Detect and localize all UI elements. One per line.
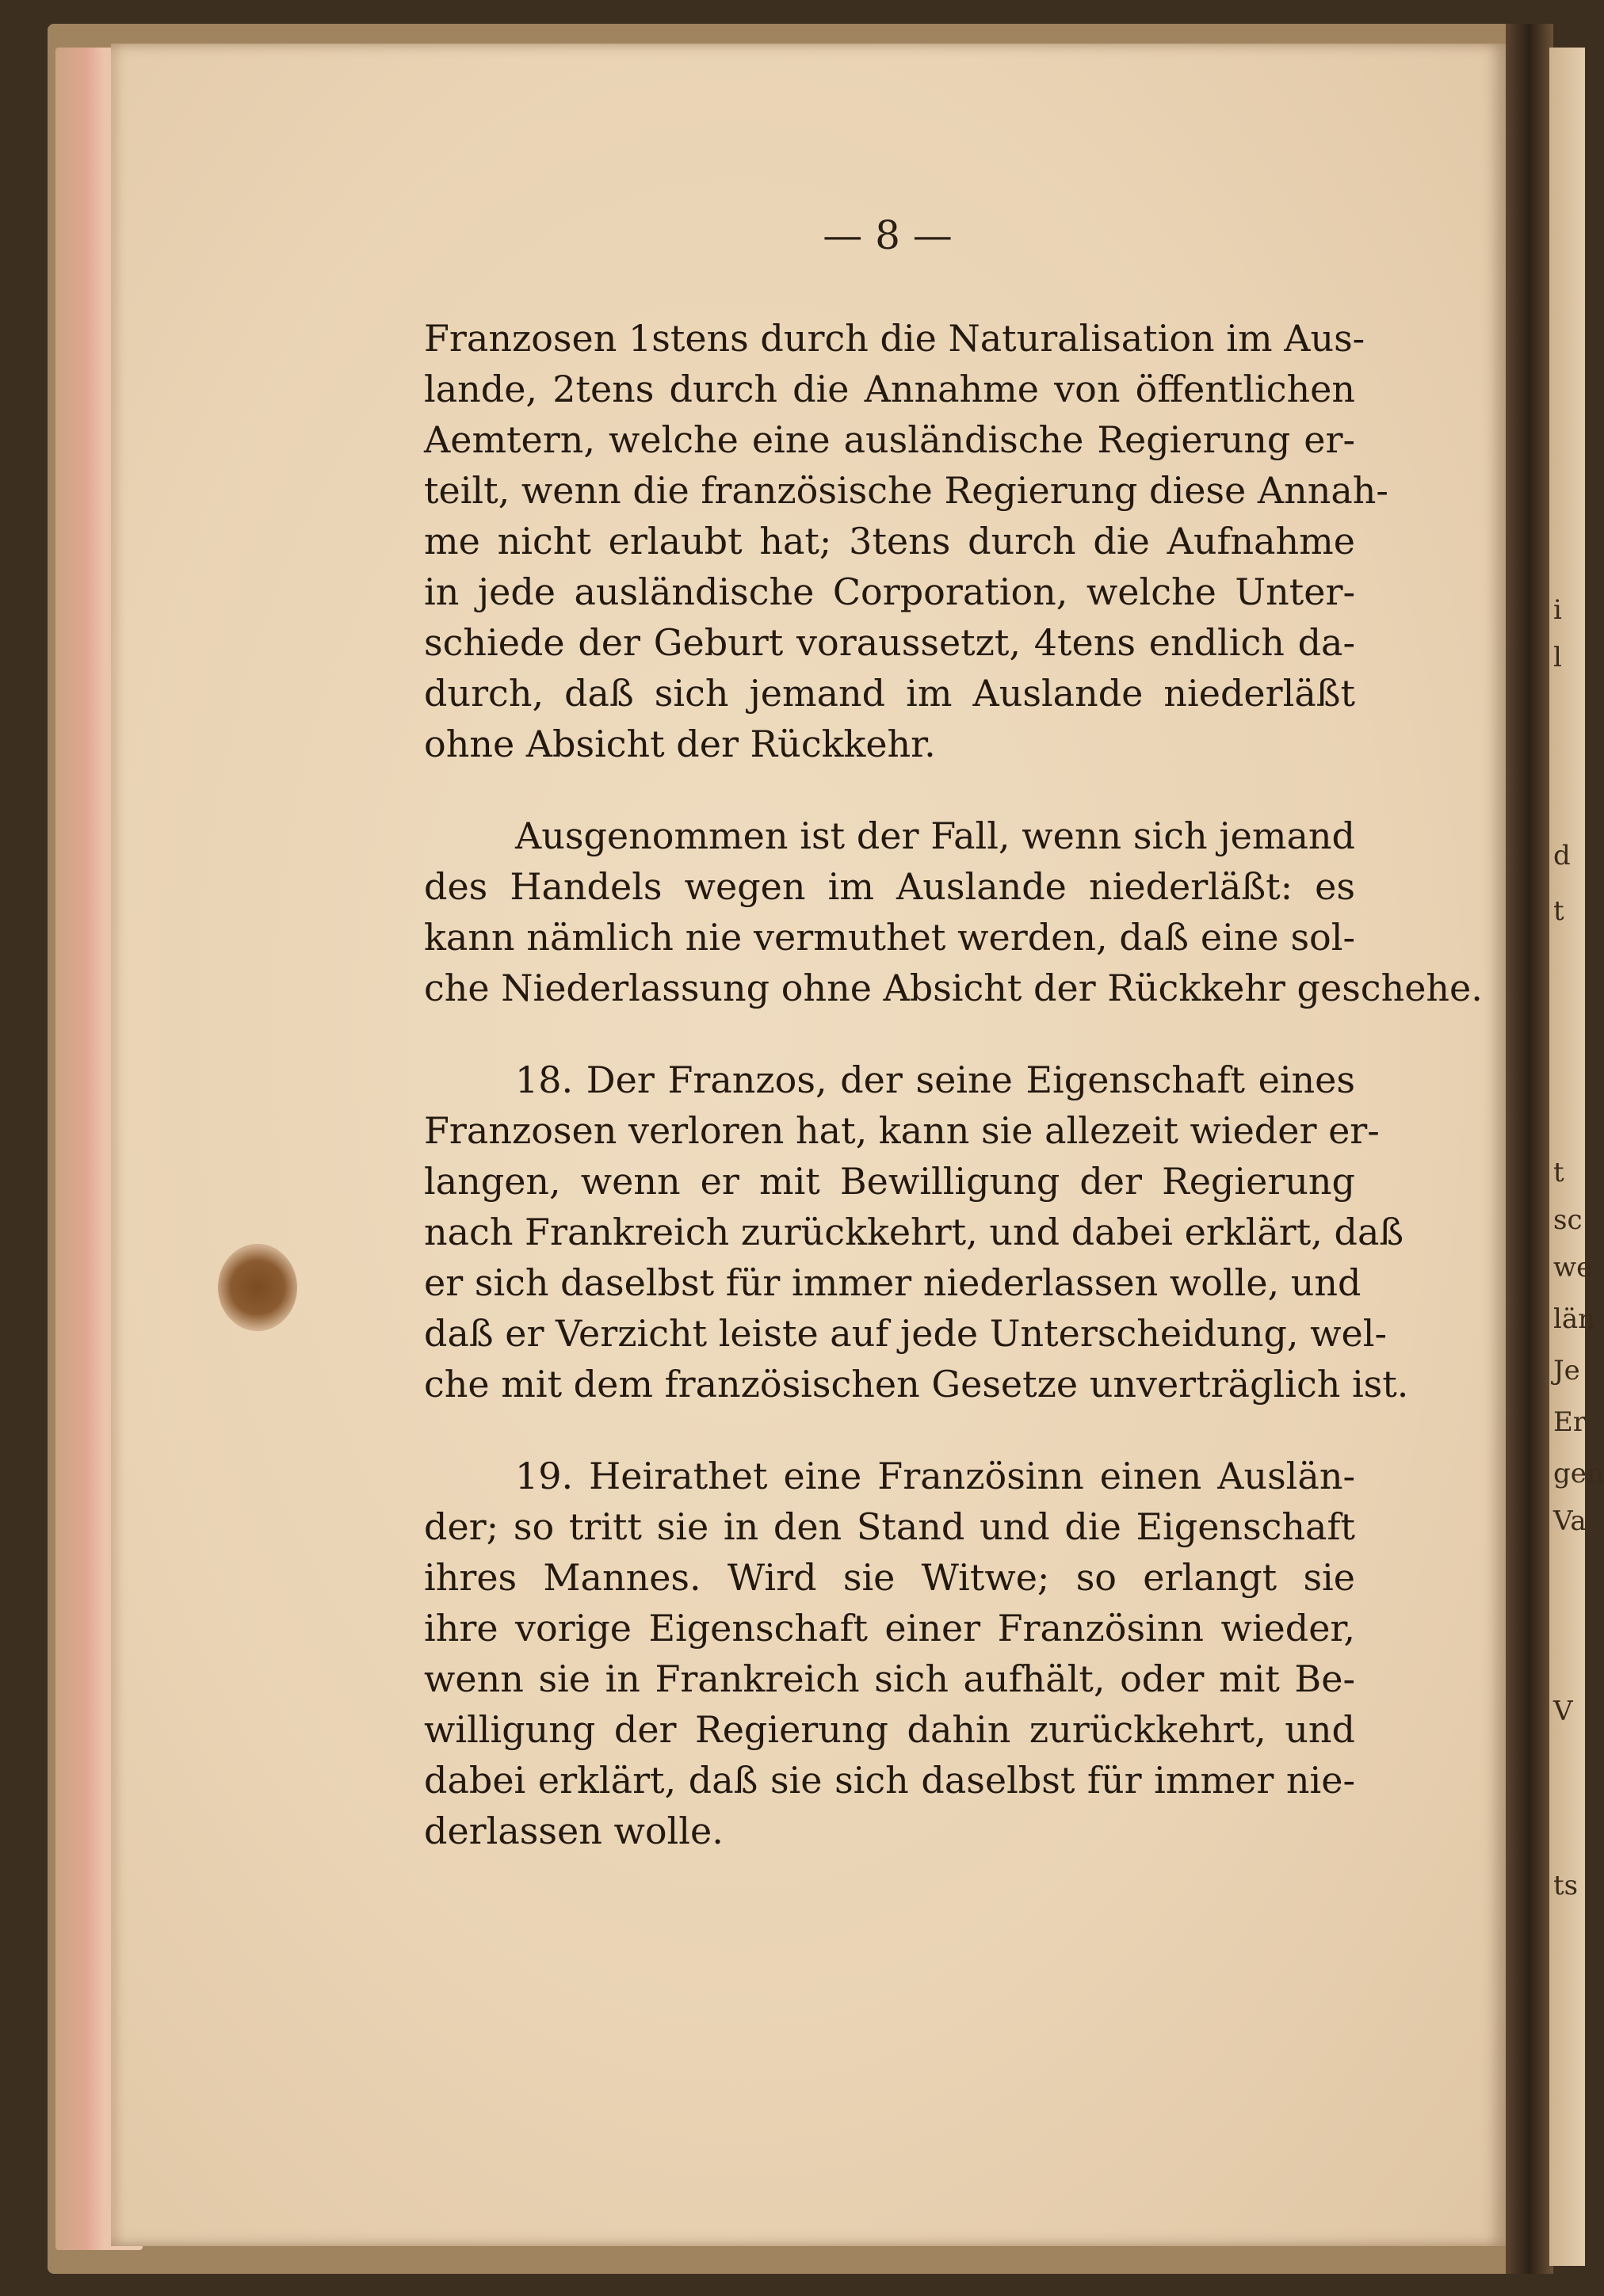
text-line: che mit dem französischen Gesetze unverträglich ist. [424,1363,1409,1405]
text-line: in jede ausländische Corporation, welche Unter- [424,570,1355,613]
margin-fragment: i [1553,594,1562,626]
margin-fragment: d [1553,840,1571,871]
margin-fragment: V [1553,1695,1573,1727]
text-line: wenn sie in Frankreich sich aufhält, oder mit Be- [424,1657,1355,1700]
paper-stain [218,1244,297,1331]
text-line: 18. Der Franzos, der seine Eigenschaft eines [515,1058,1355,1101]
book-gutter [1506,24,1553,2274]
text-line: teilt, wenn die französische Regierung diese Annah- [424,469,1388,512]
text-line: daß er Verzicht leiste auf jede Unterscheidung, wel- [424,1312,1388,1355]
page-number: — 8 — [823,212,953,258]
text-line: Ausgenommen ist der Fall, wenn sich jemand [515,814,1355,857]
text-line: lande, 2tens durch die Annahme von öffentlichen [424,368,1355,410]
text-line: ohne Absicht der Rückkehr. [424,723,936,765]
body-text [424,313,1483,1897]
text-line: Aemtern, welche eine ausländische Regierung er- [424,418,1355,461]
margin-fragment: Er [1553,1406,1587,1438]
text-line: durch, daß sich jemand im Auslande niederläßt [424,672,1355,715]
margin-fragment: Va [1553,1505,1587,1537]
text-line: che Niederlassung ohne Absicht der Rückkehr geschehe. [424,967,1483,1009]
margin-fragment: sc [1553,1204,1583,1236]
text-line: Franzosen verloren hat, kann sie allezeit wieder er- [424,1109,1380,1152]
margin-fragment: Je [1553,1355,1580,1386]
text-line: nach Frankreich zurückkehrt, und dabei erklärt, daß [424,1211,1404,1253]
paragraph-18 [424,1055,1409,1409]
text-line: langen, wenn er mit Bewilligung der Regierung [424,1160,1355,1203]
margin-fragment: l [1553,642,1562,673]
margin-fragment: t [1553,895,1564,927]
text-line: er sich daselbst für immer niederlassen wolle, und [424,1261,1361,1304]
text-line: des Handels wegen im Auslande niederläßt: es [424,865,1355,908]
margin-fragment: gen [1553,1458,1604,1489]
text-line: Franzosen 1stens durch die Naturalisation im Aus- [424,317,1365,360]
text-line: kann nämlich nie vermuthet werden, daß eine sol- [424,916,1355,959]
text-line: derlassen wolle. [424,1810,724,1852]
paragraph-2 [424,810,1483,1013]
text-line: me nicht erlaubt hat; 3tens durch die Aufnahme [424,520,1355,563]
margin-fragment: län [1553,1303,1596,1335]
margin-fragment: we [1553,1252,1593,1283]
text-line: schiede der Geburt voraussetzt, 4tens endlich da- [424,621,1355,664]
text-line: 19. Heirathet eine Französinn einen Auslän- [515,1455,1355,1497]
paragraph-19 [424,1451,1355,1856]
text-line: dabei erklärt, daß sie sich daselbst für immer nie- [424,1759,1355,1802]
text-line: der; so tritt sie in den Stand und die Eigenschaft [424,1505,1355,1548]
text-line: willigung der Regierung dahin zurückkehrt, und [424,1708,1355,1751]
text-line: ihres Mannes. Wird sie Witwe; so erlangt sie [424,1556,1355,1599]
margin-fragment: ts [1553,1870,1579,1901]
paragraph-1 [424,313,1388,769]
margin-fragment: t [1553,1157,1564,1188]
text-line: ihre vorige Eigenschaft einer Französinn wieder, [424,1607,1355,1650]
